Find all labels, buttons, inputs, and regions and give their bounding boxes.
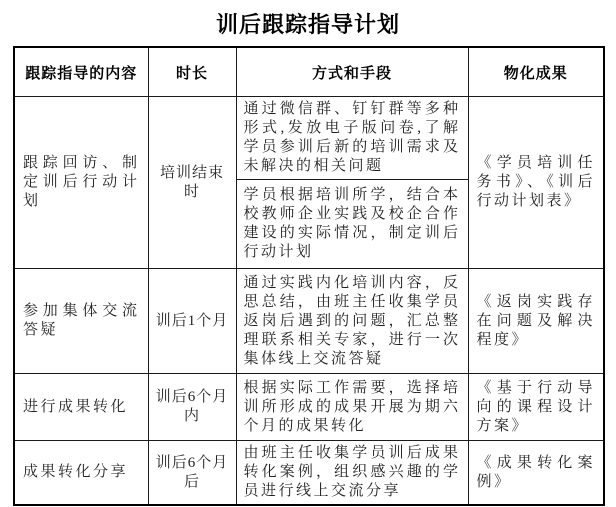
row2-method-cell: 通过实践内化培训内容，反思总结，由班主任收集学员返岗后遇到的问题，汇总整理联系相关专家，进行一次集体线上交流答疑 [236, 269, 468, 374]
row1-outcome-cell: 《学员培训任务书》、《训后行动计划表》 [468, 97, 604, 269]
row1-method-cell-1: 通过微信群、钉钉群等多种形式,发放电子版问卷,了解学员参训后新的培训需求及未解决的相关问题 [236, 97, 468, 180]
row2-outcome-cell: 《返岗实践存在问题及解决程度》 [468, 269, 604, 374]
page-title: 训后跟踪指导计划 [215, 12, 400, 37]
table-row [14, 441, 604, 506]
row1-duration-cell: 培训结束时 [148, 97, 236, 269]
row3-duration-cell: 训后6个月内 [148, 374, 236, 441]
table-row [14, 97, 604, 180]
row4-outcome-cell: 《成果转化案例》 [468, 441, 604, 506]
row2-duration-cell: 训后1个月 [148, 269, 236, 374]
header-cell-outcome: 物化成果 [468, 47, 604, 97]
row4-duration-cell: 训后6个月后 [148, 441, 236, 506]
header-cell-content: 跟踪指导的内容 [14, 47, 148, 97]
table-row [14, 269, 604, 374]
row3-method-cell: 根据实际工作需要，选择培训所形成的成果开展为期六个月的成果转化 [236, 374, 468, 441]
row1-method-cell-2: 学员根据培训所学，结合本校教师企业实践及校企合作建设的实际情况，制定训后行动计划 [236, 180, 468, 269]
row1-content-cell: 跟踪回访、制定训后行动计划 [14, 97, 148, 269]
header-cell-methods: 方式和手段 [236, 47, 468, 97]
row4-method-cell: 由班主任收集学员训后成果转化案例，组织感兴趣的学员进行线上交流分享 [236, 441, 468, 506]
row2-content-cell: 参加集体交流答疑 [14, 269, 148, 374]
follow-up-plan-table [13, 46, 605, 506]
row3-outcome-cell: 《基于行动导向的课程设计方案》 [468, 374, 604, 441]
header-row [14, 47, 604, 97]
header-cell-duration: 时长 [148, 47, 236, 97]
row4-content-cell: 成果转化分享 [14, 441, 148, 506]
row3-content-cell: 进行成果转化 [14, 374, 148, 441]
table-row [14, 374, 604, 441]
